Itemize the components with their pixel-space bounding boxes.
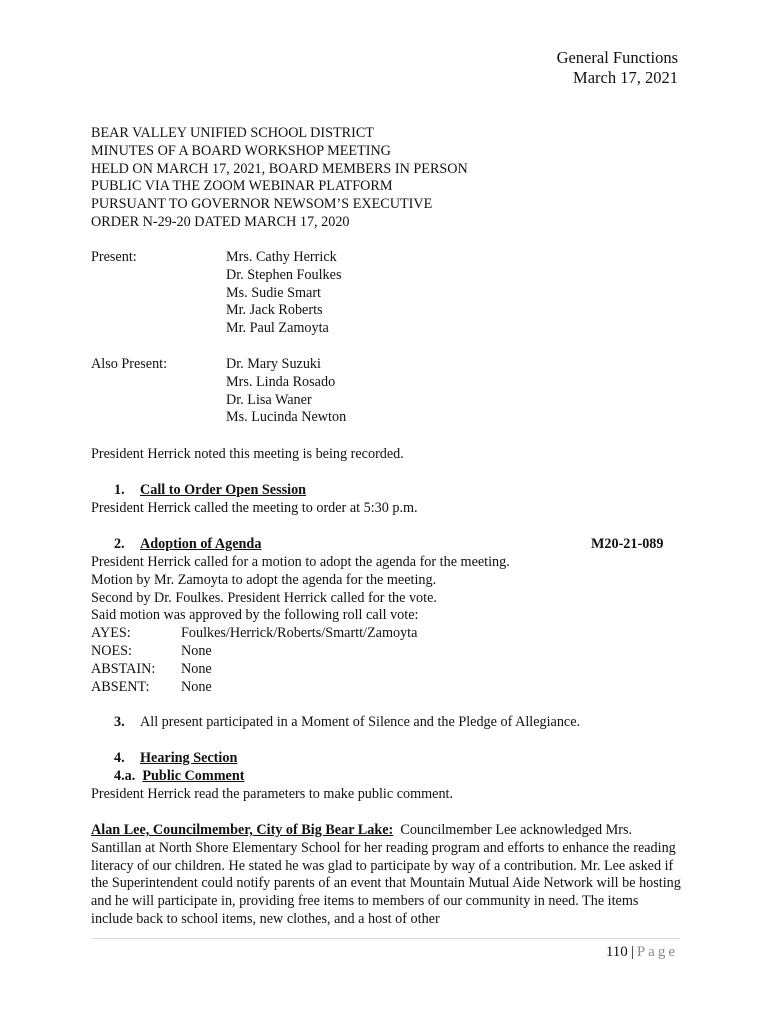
attendee-name: Dr. Lisa Waner (226, 391, 312, 408)
item-1-text: President Herrick called the meeting to order at 5:30 p.m. (91, 500, 418, 516)
recorded-note: President Herrick noted this meeting is being recorded. (91, 446, 404, 462)
page-header (557, 48, 678, 88)
also-present-list (226, 356, 346, 427)
motion-id: M20-21-089 (591, 536, 664, 552)
vote-label: ABSTAIN: (91, 660, 156, 677)
minutes-line: Second by Dr. Foulkes. President Herrick called for the vote. (91, 589, 437, 606)
item-3-text: All present participated in a Moment of Silence and the Pledge of Allegiance. (140, 714, 581, 730)
attendee-name: Dr. Mary Suzuki (226, 356, 321, 372)
page-footer (606, 943, 678, 961)
public-comment-paragraph (91, 822, 681, 929)
minutes-line: Motion by Mr. Zamoyta to adopt the agenda for the meeting. (91, 571, 437, 588)
vote-label: AYES: (91, 625, 131, 642)
vote-value: None (181, 660, 212, 677)
item-heading-text: Call to Order Open Session (140, 482, 307, 498)
item-4a-text: President Herrick read the parameters to make public comment. (91, 786, 454, 802)
attendee-name: Mrs. Cathy Herrick (226, 249, 337, 265)
attendee-name: Ms. Sudie Smart (226, 284, 321, 301)
minutes-title (91, 125, 468, 232)
title-line: PURSUANT TO GOVERNOR NEWSOM’S EXECUTIVE (91, 196, 433, 213)
item-3 (114, 714, 580, 732)
item-1-heading (114, 482, 306, 500)
item-number: 3. (114, 714, 125, 730)
vote-row (91, 625, 510, 643)
attendee-name: Dr. Stephen Foulkes (226, 266, 342, 283)
title-line: MINUTES OF A BOARD WORKSHOP MEETING (91, 142, 391, 159)
attendee-name: Mr. Paul Zamoyta (226, 320, 329, 337)
footer-separator: | (630, 944, 634, 960)
vote-label: NOES: (91, 642, 132, 659)
item-heading-text: Adoption of Agenda (140, 536, 262, 552)
vote-row (91, 679, 510, 697)
item-number: 2. (114, 536, 125, 552)
item-2-body (91, 554, 510, 696)
title-line: HELD ON MARCH 17, 2021, BOARD MEMBERS IN PERSON (91, 160, 468, 177)
title-line: ORDER N-29-20 DATED MARCH 17, 2020 (91, 213, 350, 230)
vote-label: ABSENT: (91, 678, 150, 695)
title-line: PUBLIC VIA THE ZOOM WEBINAR PLATFORM (91, 178, 393, 195)
vote-row (91, 661, 510, 679)
comment-text: Councilmember Lee acknowledged Mrs. Santillan at North Shore Elementary School for her reading program and efforts to enhance the reading literacy of our children. He stated he was glad to participate by way of a contribution. Mr. Lee asked if the Superintendent could notify parents of an event that Mountain Mutual Aide Network will be hosting and he will participate in, providing free items to members of our community in need. The items include back to school items, new clothes, and a host of other (91, 822, 681, 927)
item-2-heading (114, 536, 261, 554)
item-heading-text: Public Comment (142, 768, 245, 784)
item-4-heading (114, 750, 237, 768)
comment-speaker: Alan Lee, Councilmember, City of Big Bear Lake: (91, 822, 394, 838)
present-label: Present: (91, 249, 137, 265)
vote-row (91, 643, 510, 661)
attendee-name: Ms. Lucinda Newton (226, 409, 347, 426)
vote-value: None (181, 678, 212, 695)
item-number: 4. (114, 750, 125, 766)
page-word: Page (636, 944, 678, 960)
header-date: March 17, 2021 (573, 68, 678, 87)
item-heading-text: Hearing Section (140, 750, 238, 766)
item-number: 1. (114, 482, 125, 498)
page-number: 110 (605, 944, 628, 960)
title-line: BEAR VALLEY UNIFIED SCHOOL DISTRICT (91, 125, 374, 141)
footer-divider (91, 938, 680, 939)
attendee-name: Mrs. Linda Rosado (226, 373, 336, 390)
minutes-line: President Herrick called for a motion to adopt the agenda for the meeting. (91, 554, 510, 570)
present-list (226, 249, 341, 338)
vote-value: Foulkes/Herrick/Roberts/Smartt/Zamoyta (181, 625, 418, 642)
header-section-title: General Functions (556, 48, 678, 67)
item-4a-heading (114, 768, 244, 786)
also-present-label: Also Present: (91, 356, 168, 372)
item-number: 4.a. (114, 768, 136, 784)
minutes-line: Said motion was approved by the following roll call vote: (91, 607, 419, 624)
vote-value: None (181, 642, 212, 659)
attendee-name: Mr. Jack Roberts (226, 302, 323, 319)
